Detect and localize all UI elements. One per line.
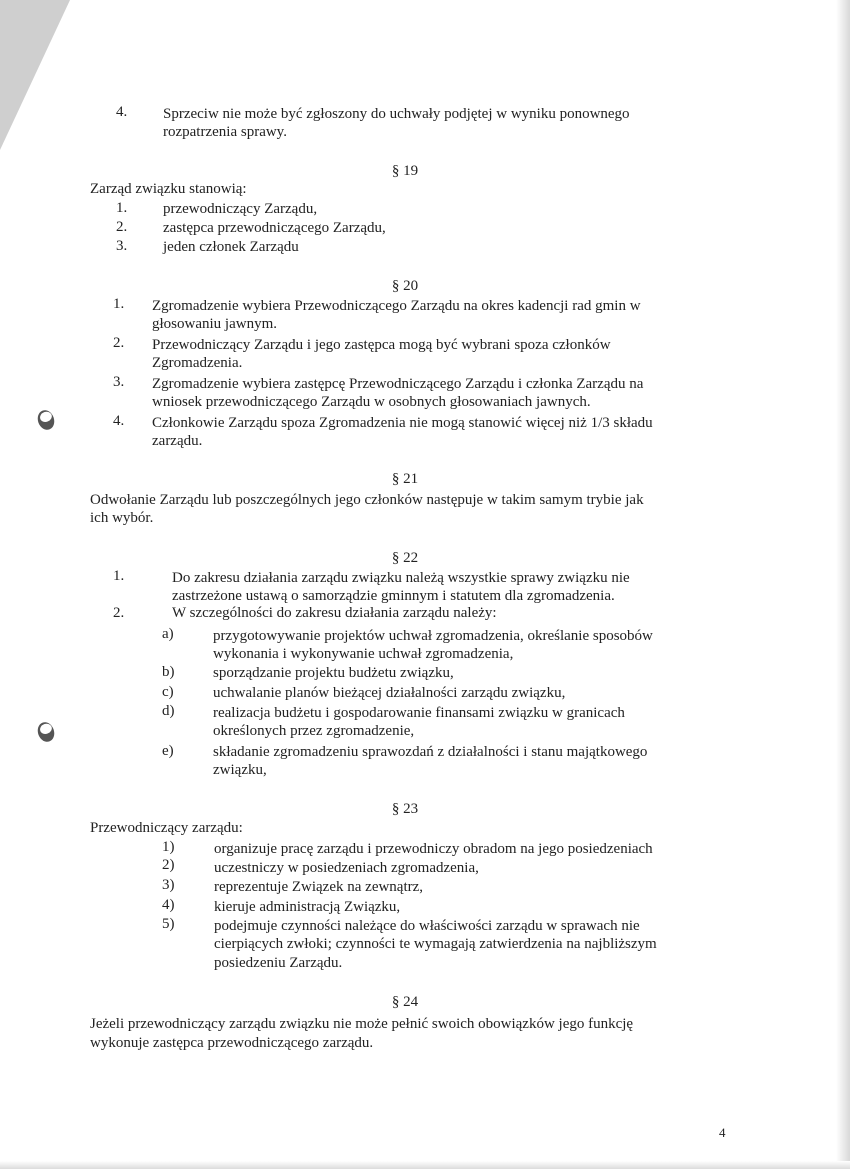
list-item: reprezentuje Związek na zewnątrz, (214, 879, 424, 895)
section-heading: § 24 (391, 994, 419, 1010)
list-item: Członkowie Zarządu spoza Zgromadzenia nie mogą stanowić więcej niż 1/3 składu (152, 415, 653, 431)
page-bottom-shadow (0, 1161, 850, 1169)
paragraph: wykonuje zastępca przewodniczącego zarządu. (90, 1035, 374, 1051)
list-number: 1) (162, 839, 175, 855)
list-number: 4) (162, 897, 175, 913)
paragraph: ich wybór. (90, 510, 154, 526)
list-item: zarządu. (152, 433, 203, 449)
list-item: zastrzeżone ustawą o samorządzie gminnym i statutem dla zgromadzenia. (172, 588, 615, 604)
sub-item: wykonania i wykonywanie uchwał zgromadzenia, (213, 646, 514, 662)
section-intro: Zarząd związku stanowią: (90, 181, 247, 197)
list-number: 3. (116, 238, 128, 254)
folded-corner (0, 0, 70, 150)
page-edge-shadow (836, 0, 850, 1169)
list-item: przewodniczący Zarządu, (163, 201, 318, 217)
punch-hole (35, 408, 57, 432)
list-number: 1. (113, 296, 125, 312)
list-item: podejmuje czynności należące do właściwości zarządu w sprawach nie (214, 918, 640, 934)
sub-number: d) (162, 703, 175, 719)
list-item: zastępca przewodniczącego Zarządu, (163, 220, 386, 236)
section-heading: § 19 (391, 163, 419, 179)
list-item: W szczególności do zakresu działania zarządu należy: (172, 605, 497, 621)
sub-item: przygotowywanie projektów uchwał zgromadzenia, określanie sposobów (213, 628, 653, 644)
list-item: głosowaniu jawnym. (152, 316, 277, 332)
item-number: 4. (116, 104, 128, 120)
list-item: wniosek przewodniczącego Zarządu w osobnych głosowaniach jawnych. (152, 394, 591, 410)
list-item: cierpiących zwłoki; czynności te wymagają zatwierdzenia na najbliższym (214, 936, 657, 952)
section-intro: Przewodniczący zarządu: (90, 820, 243, 836)
list-number: 2. (113, 605, 125, 621)
sub-item: uchwalanie planów bieżącej działalności zarządu związku, (213, 685, 566, 701)
sub-item: składanie zgromadzeniu sprawozdań z działalności i stanu majątkowego (213, 744, 648, 760)
list-item: Zgromadzenie wybiera Przewodniczącego Zarządu na okres kadencji rad gmin w (152, 298, 641, 314)
sub-item: realizacja budżetu i gospodarowanie finansami związku w granicach (213, 705, 625, 721)
list-number: 1. (116, 200, 128, 216)
list-number: 3. (113, 374, 125, 390)
list-item: kieruje administracją Związku, (214, 899, 401, 915)
item-text: Sprzeciw nie może być zgłoszony do uchwały podjętej w wyniku ponownego (163, 106, 630, 122)
list-item: uczestniczy w posiedzeniach zgromadzenia, (214, 860, 479, 876)
list-item: Zgromadzenie wybiera zastępcę Przewodniczącego Zarządu i członka Zarządu na (152, 376, 644, 392)
list-number: 1. (113, 568, 125, 584)
item-text: rozpatrzenia sprawy. (163, 124, 287, 140)
sub-number: c) (162, 684, 174, 700)
punch-hole (35, 720, 57, 744)
section-heading: § 22 (391, 550, 419, 566)
sub-item: określonych przez zgromadzenie, (213, 723, 415, 739)
paragraph: Jeżeli przewodniczący zarządu związku nie może pełnić swoich obowiązków jego funkcję (90, 1016, 634, 1032)
list-number: 4. (113, 413, 125, 429)
list-item: Do zakresu działania zarządu związku należą wszystkie sprawy związku nie (172, 570, 630, 586)
page-number: 4 (719, 1125, 726, 1140)
list-item: Przewodniczący Zarządu i jego zastępca mogą być wybrani spoza członków (152, 337, 611, 353)
paragraph: Odwołanie Zarządu lub poszczególnych jego członków następuje w takim samym trybie jak (90, 492, 644, 508)
list-item: posiedzeniu Zarządu. (214, 955, 343, 971)
list-item: jeden członek Zarządu (163, 239, 299, 255)
sub-item: związku, (213, 762, 267, 778)
list-number: 5) (162, 916, 175, 932)
list-item: Zgromadzenia. (152, 355, 243, 371)
section-heading: § 20 (391, 278, 419, 294)
section-heading: § 21 (391, 471, 419, 487)
list-number: 2) (162, 857, 175, 873)
sub-number: e) (162, 743, 174, 759)
sub-number: b) (162, 664, 175, 680)
sub-item: sporządzanie projektu budżetu związku, (213, 665, 454, 681)
section-heading: § 23 (391, 801, 419, 817)
list-number: 3) (162, 877, 175, 893)
list-number: 2. (116, 219, 128, 235)
list-number: 2. (113, 335, 125, 351)
sub-number: a) (162, 626, 174, 642)
list-item: organizuje pracę zarządu i przewodniczy obradom na jego posiedzeniach (214, 841, 653, 857)
